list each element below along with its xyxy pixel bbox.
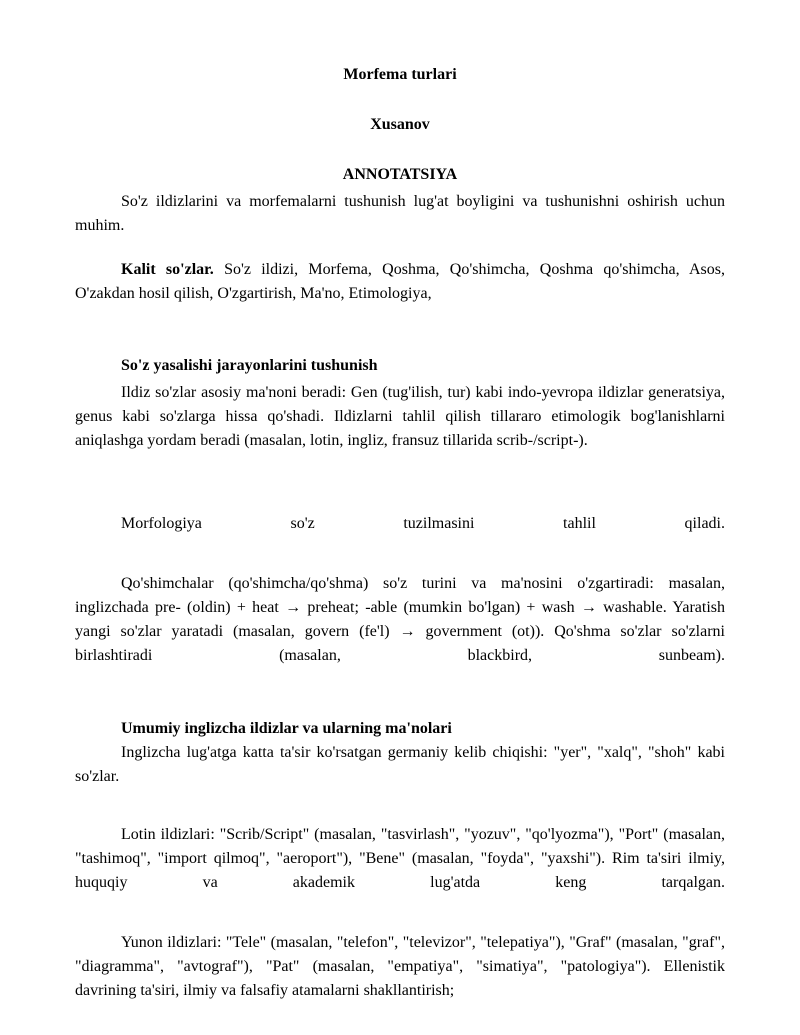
- annotation-text: So'z ildizlarini va morfemalarni tushunish lug'at boyligini va tushunishni oshirish uchun muhim.: [75, 193, 725, 234]
- paragraph-latin-roots: Lotin ildizlari: "Scrib/Script" (masalan, "tasvirlash", "yozuv", "qo'lyozma"), "Port" (masalan, "tashimoq", "import qilmoq", "aeroport"), "Bene" (masalan, "foyda", "yaxshi"). Rim ta'siri ilmiy, huquqiy va akademik lug'atda keng tarqalgan.: [75, 826, 725, 891]
- keywords-text: So'z ildizi, Morfema, Qoshma, Qo'shimcha, Qoshma qo'shimcha, Asos, O'zakdan hosil qilish, O'zgartirish, Ma'no, Etimologiya,: [75, 261, 726, 302]
- author-name: Xusanov: [370, 116, 430, 133]
- paragraph-greek-roots: Yunon ildizlari: "Tele" (masalan, "telefon", "televizor", "telepatiya"), "Graf" (masalan, "graf", "diagramma", "avtograf"), "Pat" (masalan, "empatiya", "simatiya", "patologiya"). Ellenistik davrining ta'siri, ilmiy va falsafiy atamalarni shakllantirish;: [75, 934, 725, 999]
- paragraph-root-words: Ildiz so'zlar asosiy ma'noni beradi: Gen (tug'ilish, tur) kabi indo-yevropa ildizlar generatsiya, genus kabi so'zlarga hissa qo'shadi. Ildizlarni tahlil qilish tillararo etimologik bog'lanishlarni aniqlashga yordam beradi (masalan, lotin, ingliz, fransuz tillarida scrib-/script-).: [75, 384, 725, 449]
- paragraph-germanic-roots: Inglizcha lug'atga katta ta'sir ko'rsatgan germaniy kelib chiqishi: "yer", "xalq", "shoh" kabi so'zlar.: [75, 744, 725, 785]
- document-title: Morfema turlari: [343, 66, 457, 83]
- annotation-heading: ANNOTATSIYA: [342, 166, 458, 183]
- paragraph-affixes: Qo'shimchalar (qo'shimcha/qo'shma) so'z turini va ma'nosini o'zgartiradi: masalan, inglizchada pre- (oldin) + heat → preheat; -able (mumkin bo'lgan) + wash → washable. Yaratish yangi so'zlar yaratadi (masalan, govern (fe'l) → government (ot)). Qo'shma so'zlar so'zlarni birlashtiradi (masalan, blackbird, sunbeam).: [75, 575, 725, 664]
- section-heading-word-formation: So'z yasalishi jarayonlarini tushunish: [121, 357, 378, 374]
- paragraph-morphology: Morfologiya so'z tuzilmasini tahlil qiladi.: [121, 515, 725, 532]
- keywords-label: Kalit so'zlar.: [121, 261, 214, 278]
- section-heading-english-roots: Umumiy inglizcha ildizlar va ularning ma'nolari: [121, 720, 452, 737]
- keywords-paragraph: [75, 258, 725, 306]
